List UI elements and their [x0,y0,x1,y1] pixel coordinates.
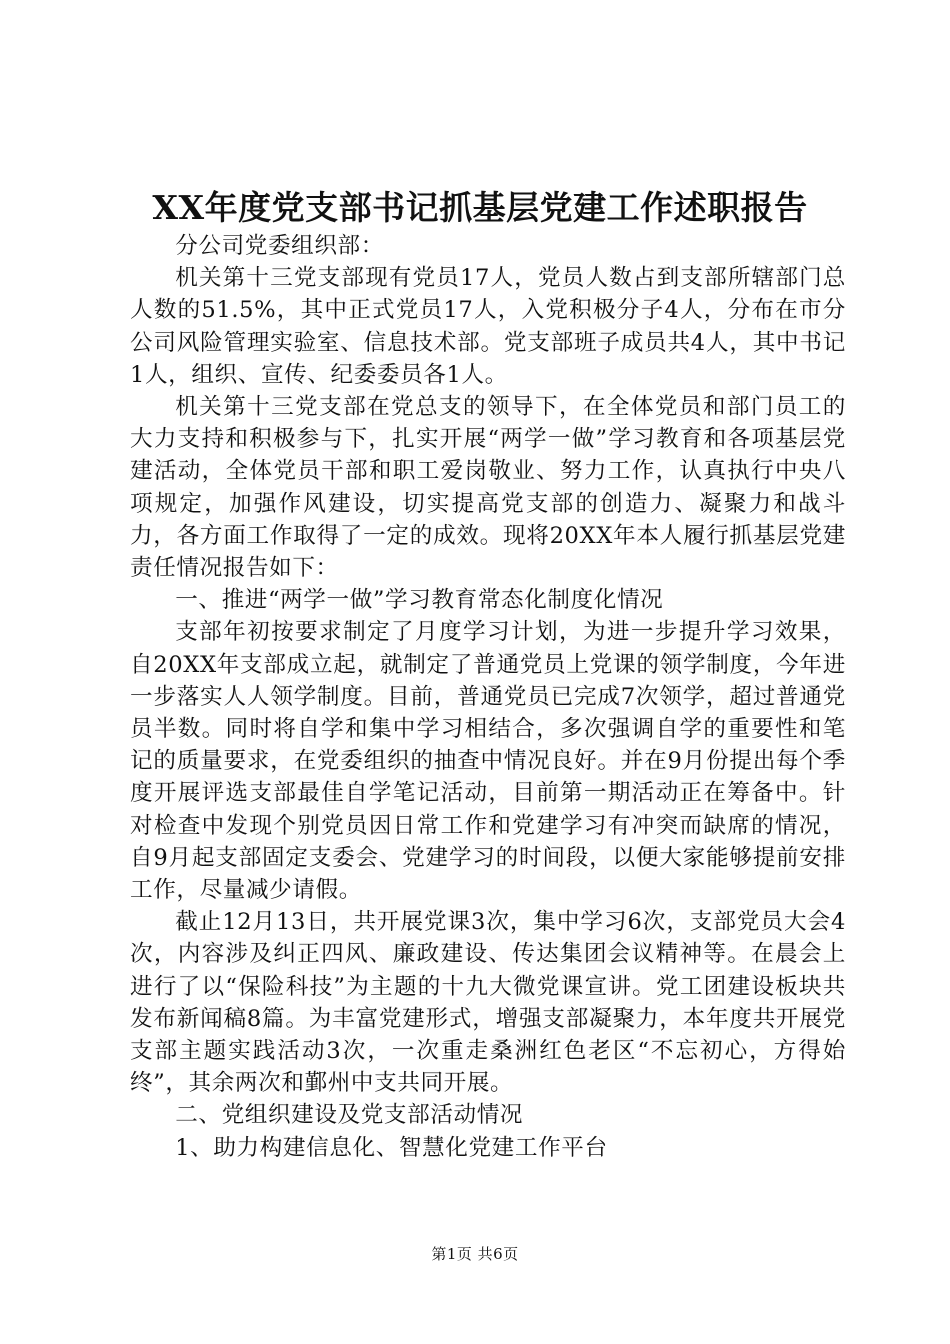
salutation: 分公司党委组织部： [175,233,384,259]
subsection-heading-1: 1、助力构建信息化、智慧化党建工作平台 [175,1134,608,1161]
section-heading-1: 一、推进“两学一做”学习教育常态化制度化情况 [175,587,664,614]
page-footer: 第1页 共6页 [431,1245,519,1263]
paragraph-branch-overview: 机关第十三党支部现有党员17人，党员人数占到支部所辖部门总人数的51.5%，其中正式党员17人，入党积极分子4人，分布在市分公司风险管理实验室、信息技术部。党支部班子成员共4人，其中书记1人，组织、宣传、纪委委员各1人。 [130,265,846,388]
paragraph-activity-stats: 截止12月13日，共开展党课3次，集中学习6次，支部党员大会4次，内容涉及纠正四风、廉政建设、传达集团会议精神等。在晨会上进行了以“保险科技”为主题的十九大微党课宣讲。党工团建设板块共发布新闻稿8篇。为丰富党建形式，增强支部凝聚力，本年度共开展党支部主题实践活动3次，一次重走桑洲红色老区“不忘初心，方得始终”，其余两次和鄞州中支共同开展。 [130,909,846,1097]
document-body [130,230,846,1164]
paragraph-work-summary: 机关第十三党支部在党总支的领导下，在全体党员和部门员工的大力支持和积极参与下，扎实开展“两学一做”学习教育和各项基层党建活动，全体党员干部和职工爱岗敬业、努力工作，认真执行中央八项规定，加强作风建设，切实提高党支部的创造力、凝聚力和战斗力，各方面工作取得了一定的成效。现将20XX年本人履行抓基层党建责任情况报告如下： [130,394,846,582]
document-title: XX年度党支部书记抓基层党建工作述职报告 [152,188,808,227]
section-heading-2: 二、党组织建设及党支部活动情况 [175,1102,524,1129]
paragraph-study-plan: 支部年初按要求制定了月度学习计划，为进一步提升学习效果，自20XX年支部成立起，就制定了普通党员上党课的领学制度，今年进一步落实人人领学制度。目前，普通党员已完成7次领学，超过普通党员半数。同时将自学和集中学习相结合，多次强调自学的重要性和笔记的质量要求，在党委组织的抽查中情况良好。并在9月份提出每个季度开展评选支部最佳自学笔记活动，目前第一期活动正在筹备中。针对检查中发现个别党员因日常工作和党建学习有冲突而缺席的情况，自9月起支部固定支委会、党建学习的时间段，以便大家能够提前安排工作，尽量减少请假。 [130,619,846,904]
